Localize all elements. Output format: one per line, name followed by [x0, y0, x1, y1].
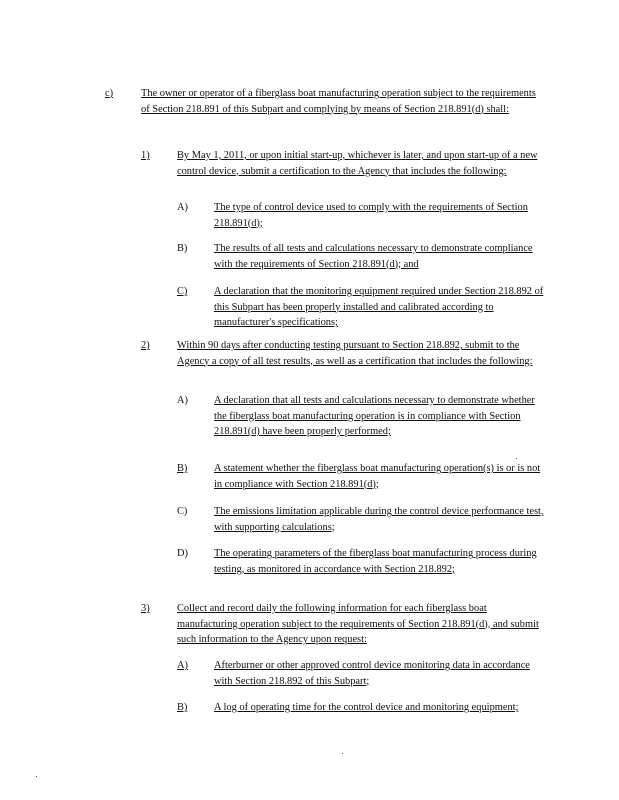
- scan-speck: [342, 753, 343, 754]
- subitem-label: A): [177, 395, 188, 406]
- subitem-text: A log of operating time for the control device and monitoring equipment;: [214, 702, 519, 713]
- item-label: 1): [141, 150, 150, 161]
- item-label: 3): [141, 603, 150, 614]
- subitem-label: B): [177, 702, 188, 713]
- subitem-text: The operating parameters of the fiberglass boat manufacturing process during testing, as monitored in accordance with Section 218.892;: [214, 548, 537, 575]
- subitem-label: A): [177, 202, 188, 213]
- subitem-label: A): [177, 660, 188, 671]
- item-text: Collect and record daily the following information for each fiberglass boat manufacturing operation subject to the requirements of Section 218.891(d), and submit such information to the Agency upon request:: [177, 603, 539, 645]
- subitem-text: The emissions limitation applicable during the control device performance test, with supporting calculations;: [214, 506, 544, 533]
- subitem-text: A declaration that the monitoring equipment required under Section 218.892 of this Subpart has been properly installed and calibrated according to manufacturer's specifications;: [214, 286, 544, 328]
- subitem-label: B): [177, 463, 188, 474]
- subitem-text: Afterburner or other approved control device monitoring data in accordance with Section 218.892 of this Subpart;: [214, 660, 530, 687]
- subitem-text: A declaration that all tests and calculations necessary to demonstrate whether the fiberglass boat manufacturing operation is in compliance with Section 218.891(d) have been properly performed;: [214, 395, 535, 437]
- scan-speck: [516, 458, 517, 459]
- subitem-label: C): [177, 286, 188, 297]
- section-intro: The owner or operator of a fiberglass boat manufacturing operation subject to the requirements of Section 218.891 of this Subpart and complying by means of Section 218.891(d) shall:: [141, 88, 536, 115]
- subitem-text: The type of control device used to comply with the requirements of Section 218.891(d);: [214, 202, 528, 229]
- section-label: c): [105, 88, 114, 99]
- item-text: Within 90 days after conducting testing pursuant to Section 218.892, submit to the Agency a copy of all test results, as well as a certification that includes the following:: [177, 340, 533, 367]
- item-text: By May 1, 2011, or upon initial start-up, whichever is later, and upon start-up of a new control device, submit a certification to the Agency that includes the following:: [177, 150, 538, 177]
- scan-speck: [36, 776, 37, 777]
- subitem-text: A statement whether the fiberglass boat manufacturing operation(s) is or is not in compliance with Section 218.891(d);: [214, 463, 541, 490]
- subitem-label: C): [177, 506, 188, 517]
- subitem-label: D): [177, 548, 188, 559]
- item-label: 2): [141, 340, 150, 351]
- subitem-label: B): [177, 243, 188, 254]
- subitem-text: The results of all tests and calculations necessary to demonstrate compliance with the requirements of Section 218.891(d); and: [214, 243, 533, 270]
